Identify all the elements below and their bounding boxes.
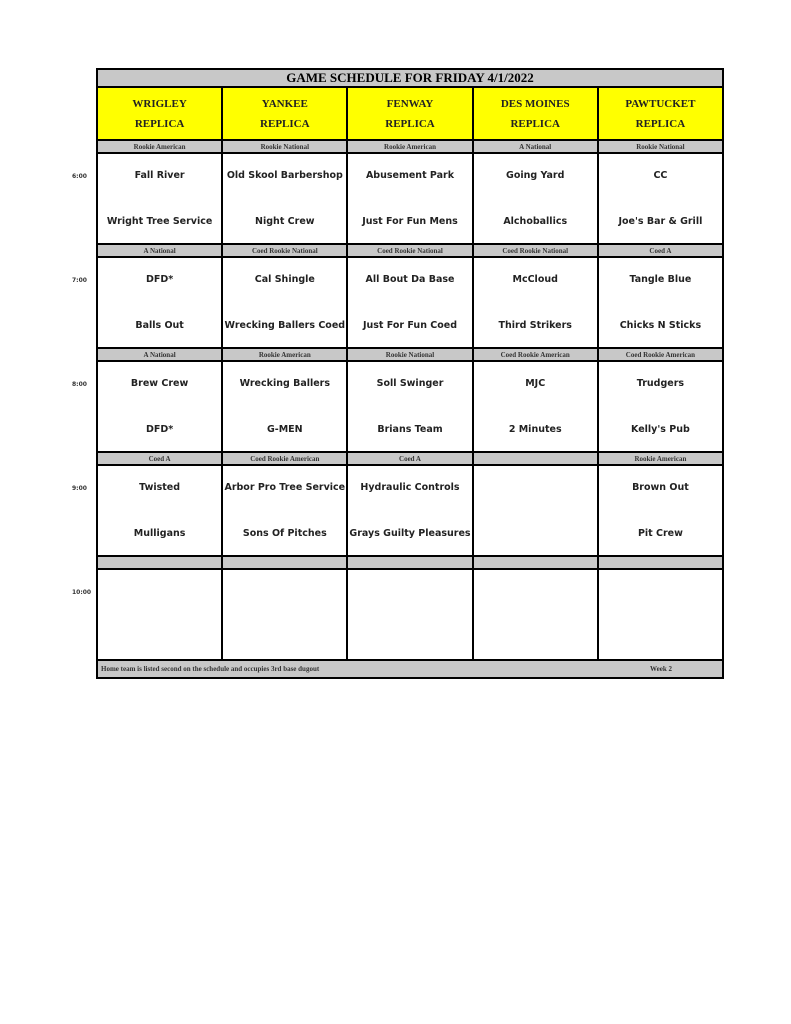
division-label: Coed A — [599, 245, 724, 258]
field-header — [474, 88, 599, 141]
home-team: 2 Minutes — [508, 424, 562, 435]
schedule-sheet — [72, 68, 724, 679]
game-cell — [223, 466, 348, 557]
field-header — [223, 88, 348, 141]
division-label: Coed A — [96, 453, 223, 466]
away-team: Hydraulic Controls — [360, 482, 460, 493]
game-cell — [348, 466, 473, 557]
field-subtitle: REPLICA — [635, 117, 686, 130]
footer-note: Home team is listed second on the schedule and occupies 3rd base dugout — [101, 665, 320, 673]
footer-row — [96, 661, 724, 679]
division-row — [96, 349, 724, 362]
away-team: Old Skool Barbershop — [226, 170, 343, 181]
home-team: Balls Out — [135, 320, 184, 331]
home-team: Third Strikers — [498, 320, 572, 331]
division-label — [474, 557, 599, 570]
field-name: PAWTUCKET — [625, 97, 696, 110]
game-cell — [96, 154, 223, 245]
game-cell — [599, 258, 724, 349]
game-cell — [348, 154, 473, 245]
game-cell — [348, 570, 473, 661]
division-label: Rookie American — [96, 141, 223, 154]
away-team: Wrecking Ballers — [239, 378, 331, 389]
game-cell — [474, 258, 599, 349]
field-name: FENWAY — [386, 97, 434, 110]
game-row — [72, 466, 724, 557]
time-label: 9:00 — [72, 485, 87, 492]
game-cell — [599, 570, 724, 661]
division-label — [96, 557, 223, 570]
away-team: Brown Out — [632, 482, 689, 493]
field-name: YANKEE — [261, 97, 308, 110]
division-label: Coed Rookie National — [474, 245, 599, 258]
division-label: Rookie National — [223, 141, 348, 154]
home-team: G-MEN — [266, 424, 303, 435]
away-team: Trudgers — [636, 378, 685, 389]
time-label: 10:00 — [72, 589, 92, 596]
game-cell — [599, 362, 724, 453]
week-label: Week 2 — [650, 665, 672, 673]
division-label: Coed Rookie American — [474, 349, 599, 362]
field-subtitle: REPLICA — [260, 117, 310, 130]
field-name: WRIGLEY — [132, 97, 187, 110]
division-label — [348, 557, 473, 570]
away-team: Brew Crew — [130, 378, 189, 389]
game-cell — [96, 570, 223, 661]
division-label: Rookie American — [348, 141, 473, 154]
away-team: MJC — [525, 378, 546, 389]
division-label: Coed A — [348, 453, 473, 466]
home-team: DFD* — [145, 424, 174, 435]
away-team: Twisted — [139, 482, 181, 493]
division-label: Rookie American — [599, 453, 724, 466]
division-label: A National — [96, 349, 223, 362]
game-cell — [96, 362, 223, 453]
game-row — [72, 258, 724, 349]
game-cell — [474, 362, 599, 453]
home-team: Pit Crew — [637, 528, 683, 539]
field-header — [599, 88, 724, 141]
division-label — [599, 557, 724, 570]
division-row — [96, 141, 724, 154]
field-header — [96, 88, 223, 141]
field-subtitle: REPLICA — [510, 117, 560, 130]
home-team: Joe's Bar & Grill — [618, 216, 703, 227]
division-label: Coed Rookie American — [599, 349, 724, 362]
away-team: McCloud — [512, 274, 558, 285]
game-row — [72, 570, 724, 661]
division-row — [96, 245, 724, 258]
away-team: Tangle Blue — [629, 274, 692, 285]
time-slots — [72, 141, 724, 661]
game-cell — [348, 258, 473, 349]
time-label: 8:00 — [72, 381, 87, 388]
home-team: Mulligans — [133, 528, 186, 539]
home-team: Sons Of Pitches — [242, 528, 327, 539]
home-team: Alchoballics — [503, 216, 568, 227]
time-label: 6:00 — [72, 173, 87, 180]
game-cell — [96, 258, 223, 349]
game-cell — [599, 154, 724, 245]
field-header — [348, 88, 473, 141]
away-team: Arbor Pro Tree Service — [224, 482, 346, 493]
away-team: CC — [653, 170, 668, 181]
division-row — [96, 557, 724, 570]
home-team: Wrecking Ballers Coed — [224, 320, 346, 331]
field-subtitle: REPLICA — [385, 117, 435, 130]
away-team: Soll Swinger — [376, 378, 444, 389]
game-cell — [474, 570, 599, 661]
division-label — [474, 453, 599, 466]
home-team: Just For Fun Coed — [362, 320, 458, 331]
home-team: Kelly's Pub — [631, 424, 690, 435]
game-row — [72, 362, 724, 453]
division-label: Rookie National — [599, 141, 724, 154]
away-team: Cal Shingle — [254, 274, 315, 285]
game-cell — [599, 466, 724, 557]
division-label: A National — [474, 141, 599, 154]
schedule-title: GAME SCHEDULE FOR FRIDAY 4/1/2022 — [96, 68, 724, 88]
home-team: Wright Tree Service — [106, 216, 213, 227]
division-row — [96, 453, 724, 466]
home-team: Brians Team — [377, 424, 443, 435]
field-subtitle: REPLICA — [134, 117, 185, 130]
division-label: A National — [96, 245, 223, 258]
division-label: Coed Rookie National — [348, 245, 473, 258]
division-label: Coed Rookie National — [223, 245, 348, 258]
game-row — [72, 154, 724, 245]
division-label: Coed Rookie American — [223, 453, 348, 466]
away-team: Fall River — [134, 170, 185, 181]
division-label: Rookie American — [223, 349, 348, 362]
time-label: 7:00 — [72, 277, 87, 284]
away-team: DFD* — [145, 274, 174, 285]
game-cell — [223, 570, 348, 661]
away-team: All Bout Da Base — [365, 274, 455, 285]
home-team: Just For Fun Mens — [362, 216, 458, 227]
game-cell — [96, 466, 223, 557]
home-team: Night Crew — [255, 216, 315, 227]
away-team: Abusement Park — [365, 170, 455, 181]
game-cell — [223, 154, 348, 245]
division-label: Rookie National — [348, 349, 473, 362]
field-header-row — [96, 88, 724, 141]
game-cell — [348, 362, 473, 453]
field-name: DES MOINES — [500, 97, 570, 110]
home-team: Chicks N Sticks — [619, 320, 702, 331]
division-label — [223, 557, 348, 570]
game-cell — [223, 258, 348, 349]
away-team: Going Yard — [506, 170, 565, 181]
home-team: Grays Guilty Pleasures — [349, 528, 471, 539]
game-cell — [474, 154, 599, 245]
game-cell — [474, 466, 599, 557]
game-cell — [223, 362, 348, 453]
